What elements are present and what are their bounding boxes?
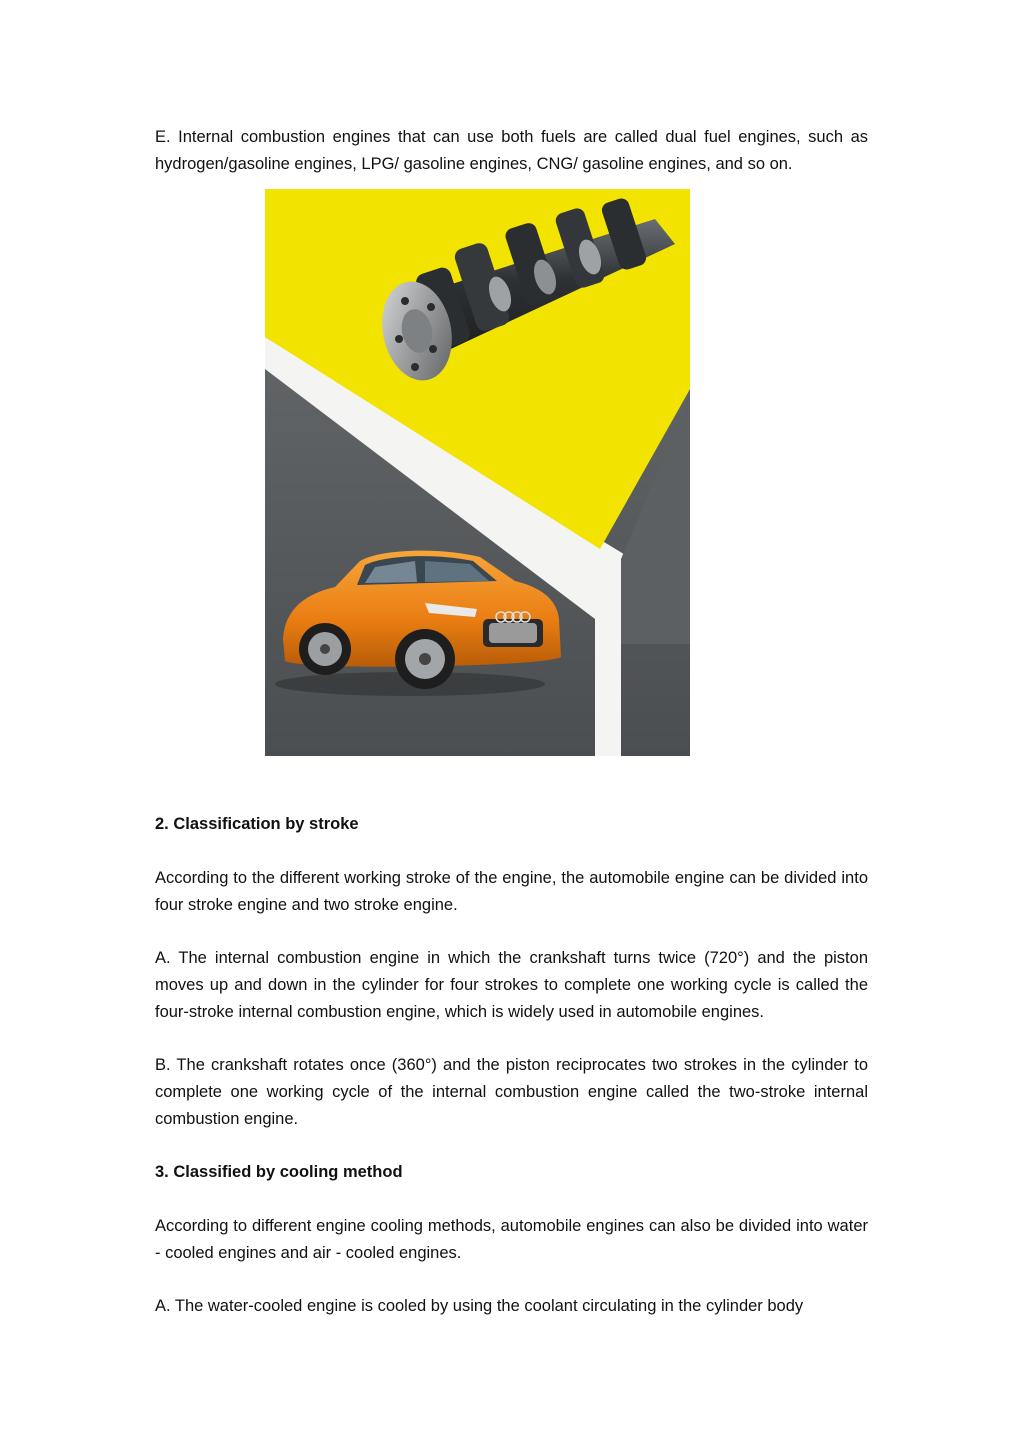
paragraph-water-cooled: A. The water-cooled engine is cooled by using the coolant circulating in the cylinder body xyxy=(155,1297,804,1315)
paragraph-four-stroke: A. The internal combustion engine in which the crankshaft turns twice (720°) and the piston moves up and down in the cylinder for four strokes to complete one working cycle is called the four-stroke internal combustion engine, which is widely used in automobile engines. xyxy=(155,949,868,1021)
paragraph-dual-fuel: E. Internal combustion engines that can use both fuels are called dual fuel engines, such as hydrogen/gasoline engines, LPG/ gasoline engines, CNG/ gasoline engines, and so on. xyxy=(155,128,868,173)
engine-illustration-figure xyxy=(265,189,690,756)
paragraph-stroke-intro: According to the different working stroke of the engine, the automobile engine can be divided into four stroke engine and two stroke engine. xyxy=(155,869,868,914)
paragraph-two-stroke: B. The crankshaft rotates once (360°) and the piston reciprocates two strokes in the cylinder to complete one working cycle of the internal combustion engine called the two-stroke internal combustion engine. xyxy=(155,1056,868,1128)
paragraph-cooling-intro: According to different engine cooling methods, automobile engines can also be divided into water - cooled engines and air - cooled engines. xyxy=(155,1217,868,1262)
heading-classification-by-stroke: 2. Classification by stroke xyxy=(155,815,359,833)
heading-cooling-method: 3. Classified by cooling method xyxy=(155,1163,403,1181)
figure-artwork xyxy=(265,189,690,756)
